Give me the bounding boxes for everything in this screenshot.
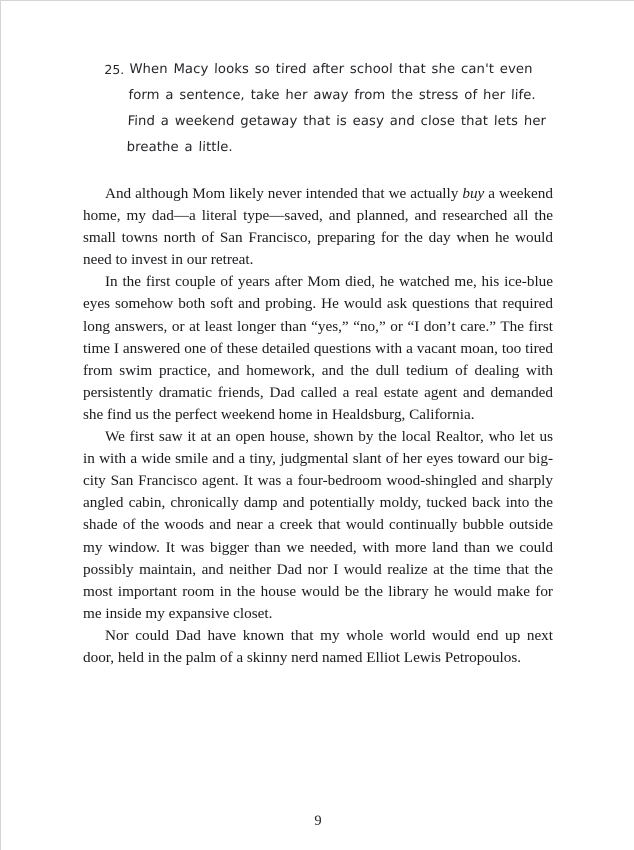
paragraph-4: Nor could Dad have known that my whole world would end up next door, held in the palm of a skinny nerd named Elliot Lewis Petropoulos. [83,626,553,666]
paragraph-2: In the first couple of years after Mom died, he watched me, his ice-blue eyes somehow both soft and probing. He would ask questions that required long answers, or at least longer than “yes,” “no,” or “I don’t care.” The first time I answered one of these detailed questions with a vacant moan, too tired from swim practice, and homework, and the dull tedium of dealing with persistently dramatic friends, Dad called a real estate agent and demanded she find us the perfect weekend home in Healdsburg, California. [83,273,553,423]
list-item [81,57,555,161]
body-prose [83,183,553,669]
page-content [83,57,553,669]
list-item-text: When Macy looks so tired after school that she can't even form a sentence, take her away from the stress of her life. Find a weekend getaway that is easy and close that lets her breathe a little. [126,62,547,155]
emphasis-text: buy [462,185,485,202]
paragraph-3: We first saw it at an open house, shown by the local Realtor, who let us in with a wide smile and a tiny, judgmental slant of her eyes toward our big-city San Francisco agent. It was a four-bedroom wood-shingled and sharply angled cabin, chronically damp and potentially moldy, tucked back into the shade of the woods and near a creek that would continually bubble outside my window. It was bigger than we needed, with more land than we could possibly maintain, and neither Dad nor I would realize at the time that the most important room in the house would be the library he would make for me inside my expansive closet. [83,428,553,622]
paragraph-1: And although Mom likely never intended that we actually buy a weekend home, my dad—a literal type—saved, and planned, and researched all the small towns north of San Francisco, preparing for the day when he would need to invest in our retreat. [83,185,553,269]
list-item-marker: 25. [104,62,125,77]
page-number: 9 [314,813,322,829]
handwritten-list [83,57,553,161]
